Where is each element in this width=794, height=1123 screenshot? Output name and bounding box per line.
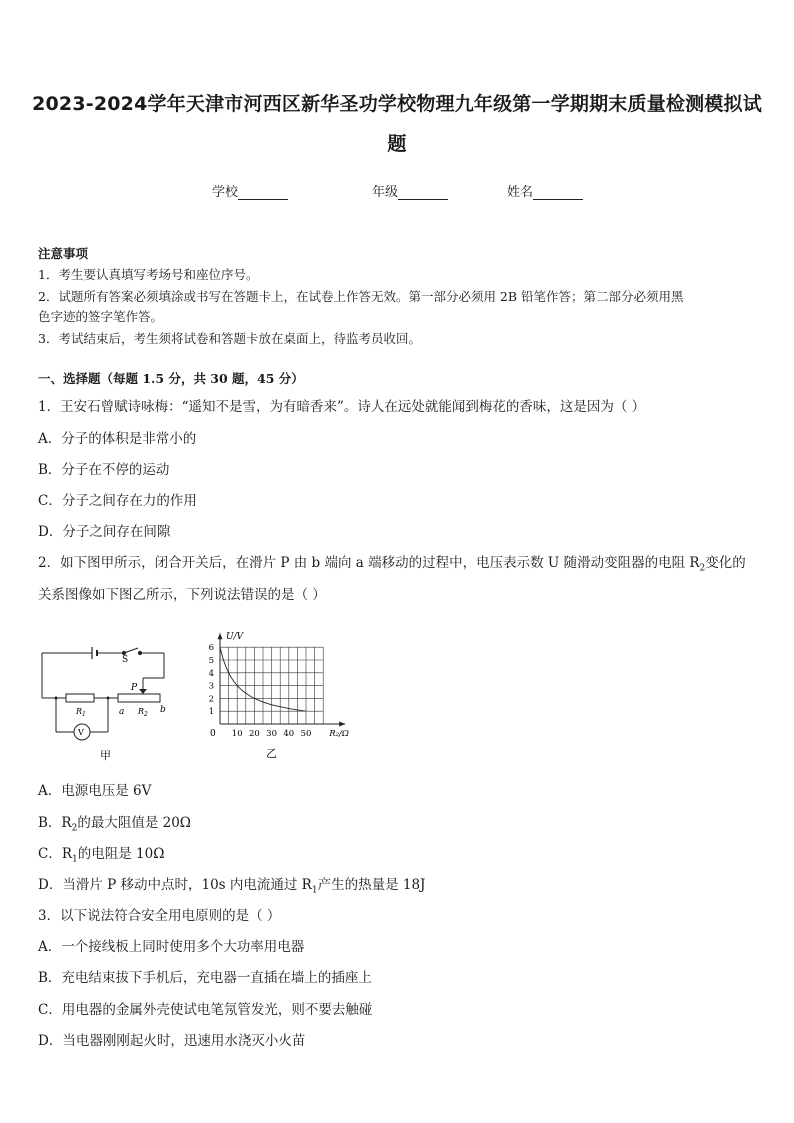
q2-option-c: C．$R_1$的电阻是 10Ω (38, 846, 165, 865)
note-item: 1．考生要认真填写考场号和座位序号。 (38, 267, 259, 282)
x-tick-label: 10 (231, 729, 243, 739)
slider-arrow (139, 689, 147, 694)
junction-dot (107, 697, 110, 700)
switch-blade (124, 648, 138, 653)
q2-option-a: A．电源电压是 6V (38, 783, 152, 799)
q3-stem: 3．以下说法符合安全用电原则的是（ ） (38, 908, 281, 924)
switch-label: S (122, 655, 129, 665)
q2-stem-line1: 2．如下图甲所示，闭合开关后，在滑片 P 由 b 端向 a 端移动的过程中，电压表示数 U 随滑动变阻器的电阻 $R_2$变化的 (38, 555, 746, 574)
note-item: 2．试题所有答案必须填涂或书写在答题卡上，在试卷上作答无效。第一部分必须用 2B 铅笔作答；第二部分必须用黑 (38, 289, 684, 304)
name-label: 姓名 (507, 185, 534, 200)
voltmeter-label: V (78, 728, 84, 737)
y-tick-label: 5 (208, 656, 214, 666)
slider-label: P (131, 683, 138, 693)
q1-option-b: B．分子在不停的运动 (38, 462, 170, 478)
doc-title-line2: 题 (387, 133, 407, 155)
junction-dot (55, 697, 58, 700)
doc-title-line1: 2023-2024学年天津市河西区新华圣功学校物理九年级第一学期期末质量检测模拟试 (32, 93, 762, 115)
q3-option-b: B．充电结束拔下手机后，充电器一直插在墙上的插座上 (38, 970, 372, 986)
x-axis-label: R₂/Ω (329, 729, 349, 739)
end-b-label: b (160, 705, 166, 715)
grade-label: 年级 (372, 185, 399, 200)
end-a-label: a (119, 707, 125, 717)
q1-stem: 1．王安石曾赋诗咏梅：“遥知不是雪，为有暗香来”。诗人在远处就能闻到梅花的香味，这是因为（ ） (38, 399, 646, 415)
graph-tick-labels (209, 643, 312, 739)
y-tick-label: 4 (208, 668, 214, 679)
q3-option-a: A．一个接线板上同时使用多个大功率用电器 (38, 939, 305, 955)
y-tick-label: 2 (208, 694, 214, 705)
graph-grid (220, 647, 323, 724)
r1-label: $R_1$ (76, 707, 86, 718)
y-tick-label: 6 (208, 643, 214, 654)
x-axis-arrow (339, 722, 345, 727)
y-tick-label: 3 (208, 681, 214, 692)
grade-blank (398, 187, 448, 200)
school-blank (238, 187, 288, 200)
school-label: 学校 (212, 185, 239, 200)
q2-option-d: D．当滑片 P 移动中点时，10s 内电流通过 $R_1$产生的热量是 18J (38, 877, 426, 896)
x-tick-label: 50 (300, 729, 312, 739)
q2-option-b: B．$R_2$的最大阻值是 20Ω (38, 815, 191, 834)
grade-field (372, 181, 448, 200)
x-tick-label: 40 (283, 729, 295, 739)
y-tick-label: 1 (208, 707, 214, 718)
q3-option-d: D．当电器刚刚起火时，迅速用水浇灭小火苗 (38, 1033, 306, 1049)
y-axis-arrow (218, 633, 223, 639)
section-heading: 一、选择题（每题 1.5 分，共 30 题，45 分） (38, 371, 304, 386)
y-axis-label: U/V (226, 632, 244, 643)
r2-resistor (118, 694, 160, 702)
graph (200, 624, 360, 764)
q3-option-c: C．用电器的金属外壳使试电笔氖管发光，则不要去触碰 (38, 1002, 373, 1018)
x-tick-label: 20 (248, 729, 260, 739)
circuit-diagram (36, 636, 176, 766)
x-tick-label: 30 (266, 729, 278, 739)
note-item: 色字迹的签字笔作答。 (38, 309, 164, 324)
notes-heading: 注意事项 (38, 246, 89, 261)
note-item: 3．考试结束后，考生须将试卷和答题卡放在桌面上，待监考员收回。 (38, 331, 421, 346)
name-field (507, 181, 583, 200)
graph-caption: 乙 (266, 747, 277, 760)
name-blank (533, 187, 583, 200)
school-field (212, 181, 288, 200)
q1-option-c: C．分子之间存在力的作用 (38, 493, 197, 509)
r1-resistor (66, 694, 94, 702)
q1-option-d: D．分子之间存在间隙 (38, 524, 171, 540)
q1-option-a: A．分子的体积是非常小的 (38, 431, 197, 447)
r2-label: $R_2$ (138, 707, 148, 718)
origin-label: 0 (210, 729, 216, 739)
circuit-caption: 甲 (100, 749, 111, 762)
q2-stem-line2: 关系图像如下图乙所示，下列说法错误的是（ ） (38, 587, 326, 603)
